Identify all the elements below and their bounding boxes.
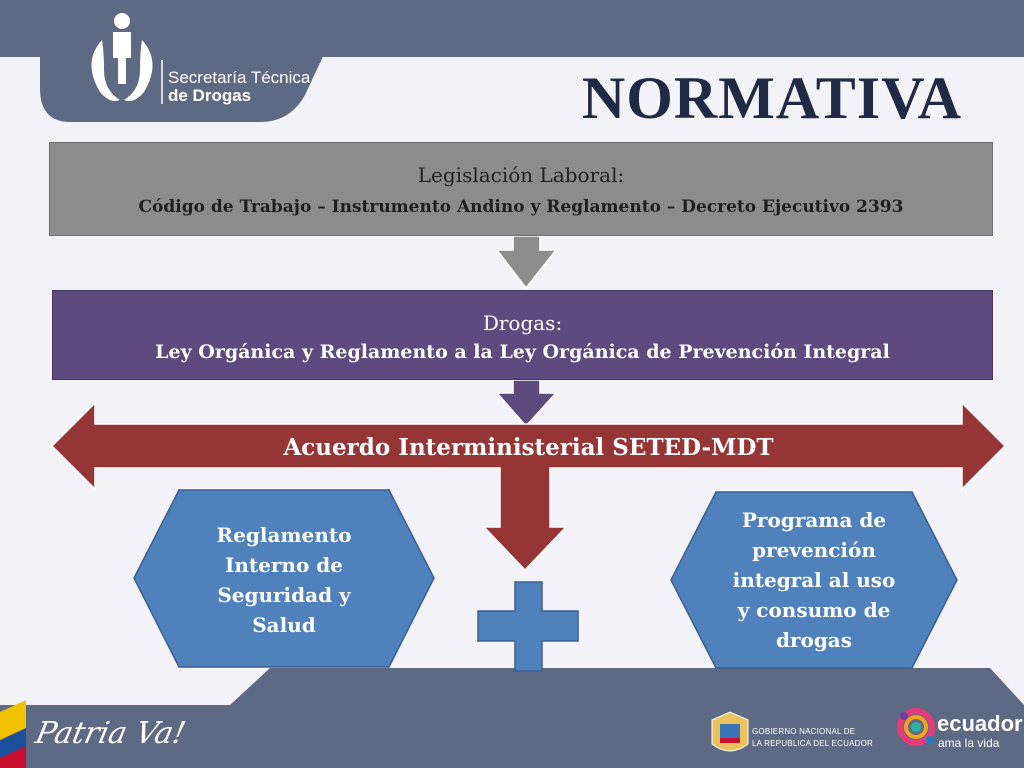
org-name-line2: de Drogas <box>168 86 252 105</box>
brand-name: ecuador <box>937 711 1023 736</box>
drugs-law-detail: Ley Orgánica y Reglamento a la Ley Orgánica de Prevención Integral <box>155 341 890 363</box>
arrow-drugs-to-agreement <box>497 380 556 426</box>
government-seal-icon <box>712 712 748 751</box>
hexagon-left-text: Reglamento Interno de Seguridad y Salud <box>216 523 352 637</box>
footer-tab <box>230 668 1024 705</box>
drugs-law-box <box>52 290 993 380</box>
gov-name-line1: GOBIERNO NACIONAL DE <box>752 727 856 736</box>
footer-slogan: Patria Va! <box>32 716 189 751</box>
labor-legislation-detail: Código de Trabajo – Instrumento Andino y Reglamento – Decreto Ejecutivo 2393 <box>138 197 904 217</box>
arrow-labor-to-drugs <box>497 236 556 288</box>
agreement-label: Acuerdo Interministerial SETED-MDT <box>283 434 774 461</box>
ecuador-ribbon-icon <box>0 700 26 768</box>
page-title: NORMATIVA <box>581 65 962 131</box>
hexagon-right-text: Programa de prevención integral al uso y consumo de drogas <box>732 508 896 652</box>
labor-legislation-box <box>49 142 993 236</box>
gov-name-line2: LA REPUBLICA DEL ECUADOR <box>752 739 873 748</box>
plus-icon <box>478 582 578 671</box>
org-name-line1: Secretaría Técnica <box>168 68 311 87</box>
drugs-law-heading: Drogas: <box>482 311 563 335</box>
brand-tagline: ama la vida <box>938 736 1000 750</box>
labor-legislation-heading: Legislación Laboral: <box>417 163 625 187</box>
